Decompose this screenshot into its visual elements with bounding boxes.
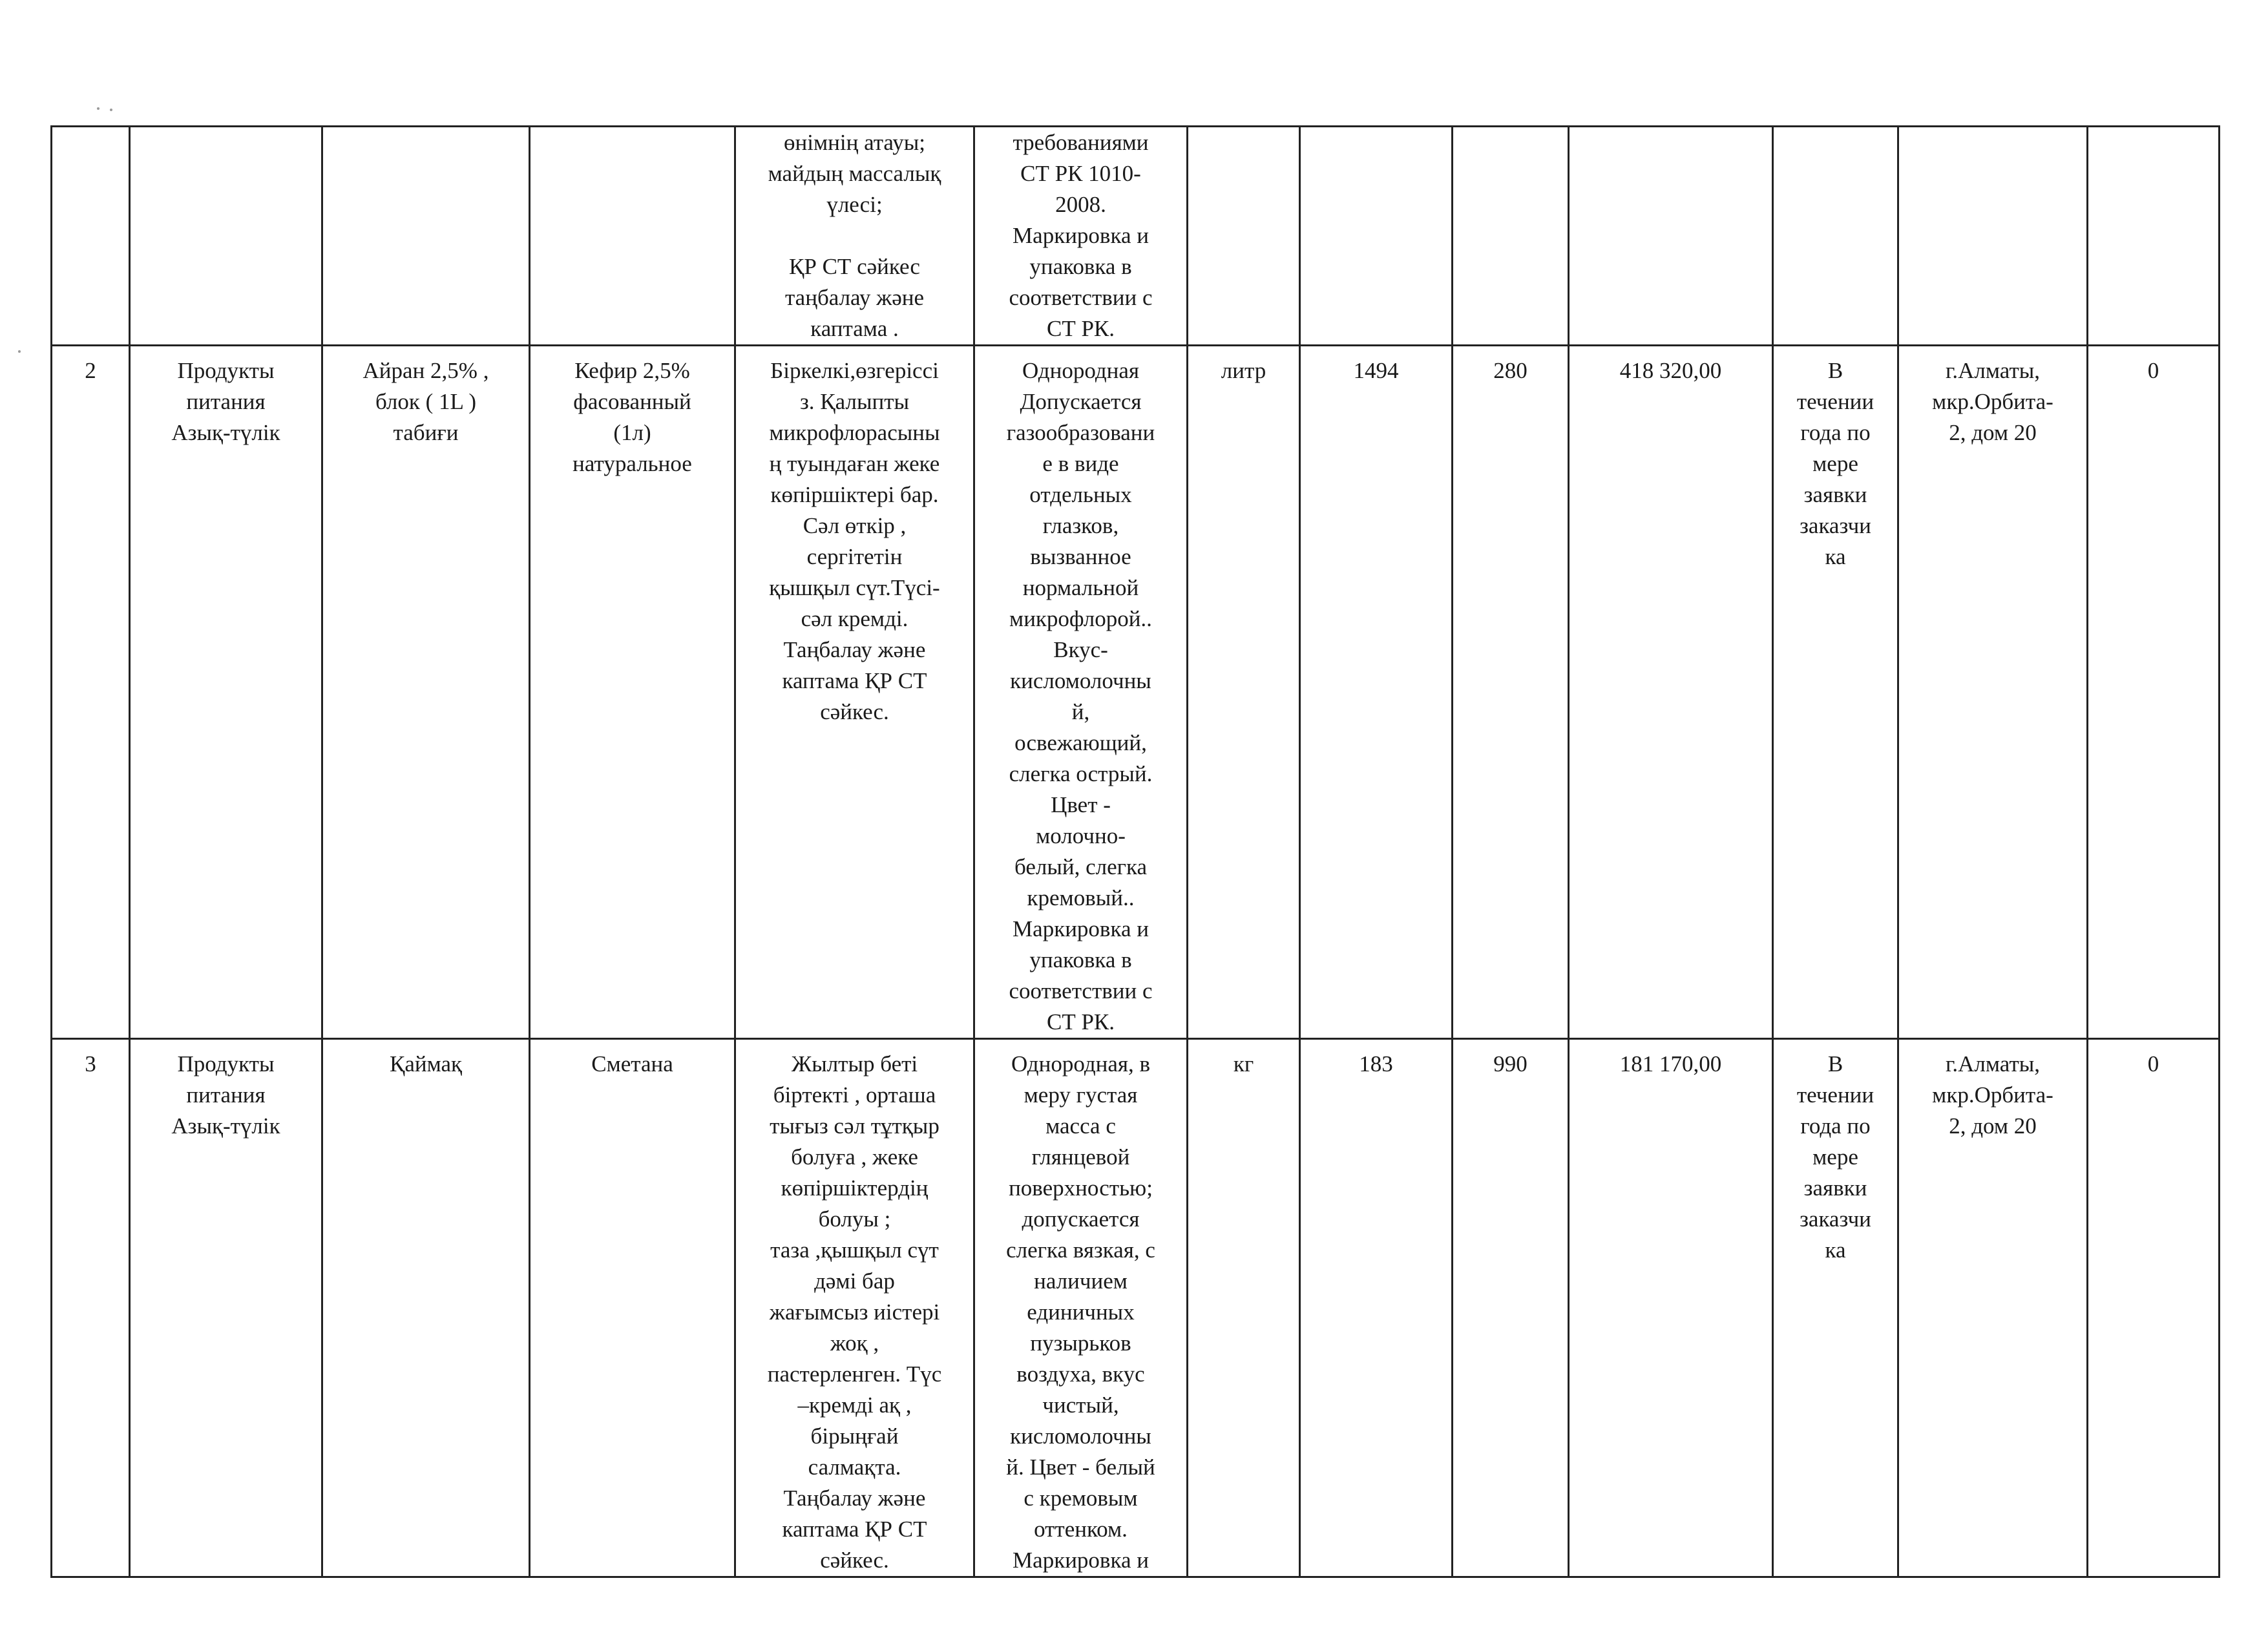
table-row [52, 127, 2220, 346]
cell-price: 280 [1453, 346, 1569, 1039]
cell-amount: 181 170,00 [1569, 1039, 1773, 1577]
cell-quantity [1300, 127, 1453, 346]
cell-amount [1569, 127, 1773, 346]
cell-quantity: 183 [1300, 1039, 1453, 1577]
cell-amount: 418 320,00 [1569, 346, 1773, 1039]
cell-unit [1188, 127, 1300, 346]
cell-delivery-term: В течении года по мере заявки заказчи ка [1773, 1039, 1898, 1577]
cell-spec-kz: өнімнің атауы; майдың массалық үлесі; ҚР СТ сәйкес таңбалау және каптама . [735, 127, 974, 346]
cell-advance [2088, 127, 2220, 346]
table-row [52, 346, 2220, 1039]
cell-unit: кг [1188, 1039, 1300, 1577]
cell-spec-kz: Біркелкі,өзгеріссі з. Қалыпты микрофлорасыны ң туындаған жеке көпіршіктері бар. Сәл өткір , сергітетін қышқыл сүт.Түсі- сәл кремді. Таңбалау және каптама ҚР СТ сәйкес. [735, 346, 974, 1039]
cell-unit: литр [1188, 346, 1300, 1039]
cell-price [1453, 127, 1569, 346]
cell-price: 990 [1453, 1039, 1569, 1577]
cell-name-ru: Кефир 2,5% фасованный (1л) натуральное [530, 346, 735, 1039]
scan-speck [97, 107, 100, 110]
cell-num: 3 [52, 1039, 130, 1577]
cell-num [52, 127, 130, 346]
cell-quantity: 1494 [1300, 346, 1453, 1039]
cell-category: Продукты питания Азық-түлік [130, 1039, 322, 1577]
cell-spec-ru: требованиями СТ РК 1010- 2008. Маркировка и упаковка в соответствии с СТ РК. [974, 127, 1188, 346]
cell-name-ru [530, 127, 735, 346]
cell-spec-ru: Однородная, в меру густая масса с глянцевой поверхностью; допускается слегка вязкая, с наличием единичных пузырьков воздуха, вкус чистый, кисломолочны й. Цвет - белый с кремовым оттенком. Маркировка и [974, 1039, 1188, 1577]
cell-spec-kz: Жылтыр беті біртекті , орташа тығыз сәл тұтқыр болуға , жеке көпіршіктердің болуы ; таза ,қышқыл сүт дәмі бар жағымсыз иістері жоқ , пастерленген. Түс –кремді ақ , бірыңғай салмақта. Таңбалау және каптама ҚР СТ сәйкес. [735, 1039, 974, 1577]
scan-speck [110, 109, 112, 111]
cell-name-kz: Қаймақ [322, 1039, 530, 1577]
cell-name-kz: Айран 2,5% , блок ( 1L ) табиғи [322, 346, 530, 1039]
cell-name-ru: Сметана [530, 1039, 735, 1577]
scan-speck [18, 350, 21, 353]
cell-advance: 0 [2088, 1039, 2220, 1577]
cell-category [130, 127, 322, 346]
procurement-table [50, 125, 2220, 1578]
cell-name-kz [322, 127, 530, 346]
cell-delivery-place [1898, 127, 2088, 346]
cell-category: Продукты питания Азық-түлік [130, 346, 322, 1039]
cell-delivery-term [1773, 127, 1898, 346]
cell-num: 2 [52, 346, 130, 1039]
cell-delivery-term: В течении года по мере заявки заказчи ка [1773, 346, 1898, 1039]
cell-spec-ru: Однородная Допускается газообразовани е в виде отдельных глазков, вызванное нормальной микрофлорой.. Вкус- кисломолочны й, освежающий, слегка острый. Цвет - молочно- белый, слегка кремовый.. Маркировка и упаковка в соответствии с СТ РК. [974, 346, 1188, 1039]
table-row [52, 1039, 2220, 1577]
cell-delivery-place: г.Алматы, мкр.Орбита- 2, дом 20 [1898, 346, 2088, 1039]
cell-advance: 0 [2088, 346, 2220, 1039]
cell-delivery-place: г.Алматы, мкр.Орбита- 2, дом 20 [1898, 1039, 2088, 1577]
